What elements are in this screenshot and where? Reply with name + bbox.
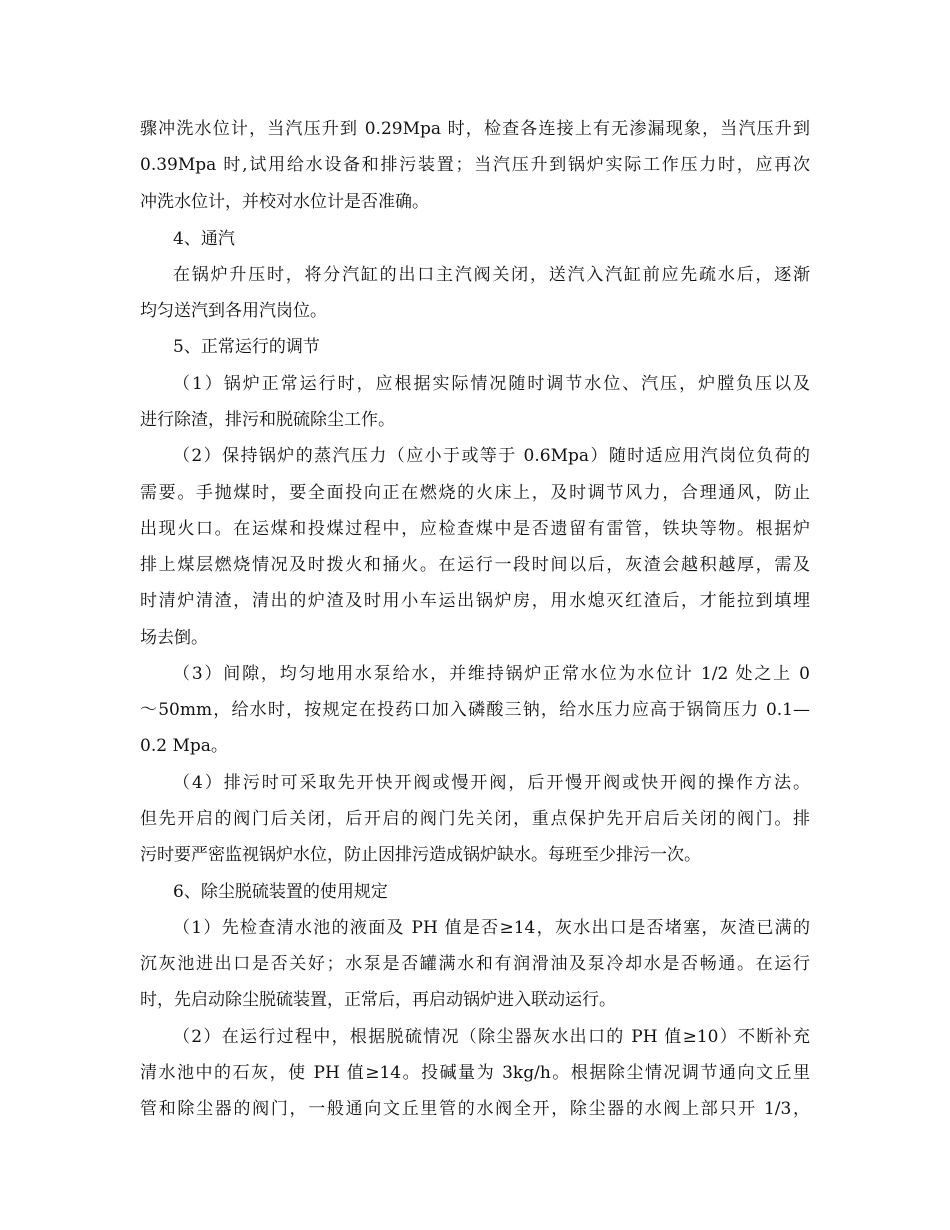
text-line-23: （1）先检查清水池的液面及 PH 值是否≥14，灰水出口是否堵塞，灰渣已满的 — [173, 918, 810, 938]
text-line-27: 清水池中的石灰，使 PH 值≥14。投碱量为 3kg/h。根据除尘情况调节通向文丘里 — [140, 1063, 810, 1083]
text-line-18: 0.2 Mpa。 — [140, 736, 228, 756]
text-line-26: （2）在运行过程中，根据脱硫情况（除尘器灰水出口的 PH 值≥10）不断补充 — [173, 1027, 810, 1047]
text-line-8: （1）锅炉正常运行时，应根据实际情况随时调节水位、汽压，炉膛负压以及 — [173, 374, 810, 394]
section-heading-6: 6、除尘脱硫装置的使用规定 — [173, 882, 388, 902]
text-line-25: 时，先启动除尘脱硫装置，正常后，再启动锅炉进入联动运行。 — [140, 990, 616, 1010]
text-line-19: （4）排污时可采取先开快开阀或慢开阀，后开慢开阀或快开阀的操作方法。 — [173, 773, 810, 793]
text-line-14: 时清炉清渣，清出的炉渣及时用小车运出锅炉房，用水熄灭红渣后，才能拉到填埋 — [140, 591, 810, 611]
text-line-1: 骤冲洗水位计，当汽压升到 0.29Mpa 时，检查各连接上有无渗漏现象，当汽压升到 — [140, 119, 810, 139]
section-heading-4: 4、通汽 — [173, 229, 235, 249]
text-line-10: （2）保持锅炉的蒸汽压力（应小于或等于 0.6Mpa）随时适应用汽岗位负荷的 — [173, 446, 810, 466]
text-line-11: 需要。手抛煤时，要全面投向正在燃烧的火床上，及时调节风力，合理通风，防止 — [140, 483, 810, 503]
text-line-20: 但先开启的阀门后关闭，后开启的阀门先关闭，重点保护先开启后关闭的阀门。排 — [140, 809, 810, 829]
text-line-2: 0.39Mpa 时,试用给水设备和排污装置；当汽压升到锅炉实际工作压力时，应再次 — [140, 155, 810, 175]
text-line-17: ～50mm，给水时，按规定在投药口加入磷酸三钠，给水压力应高于锅筒压力 0.1— — [140, 700, 810, 720]
section-heading-5: 5、正常运行的调节 — [173, 337, 320, 357]
text-line-28: 管和除尘器的阀门，一般通向文丘里管的水阀全开，除尘器的水阀上部只开 1/3， — [140, 1099, 810, 1119]
text-line-12: 出现火口。在运煤和投煤过程中，应检查煤中是否遗留有雷管，铁块等物。根据炉 — [140, 519, 810, 539]
text-line-5: 在锅炉升压时，将分汽缸的出口主汽阀关闭，送汽入汽缸前应先疏水后，逐渐 — [173, 265, 810, 285]
text-line-15: 场去倒。 — [140, 628, 208, 648]
text-line-13: 排上煤层燃烧情况及时拨火和捅火。在运行一段时间以后，灰渣会越积越厚，需及 — [140, 555, 810, 575]
text-line-9: 进行除渣，排污和脱硫除尘工作。 — [140, 410, 395, 430]
text-line-3: 冲洗水位计，并校对水位计是否准确。 — [140, 192, 429, 212]
text-line-21: 污时要严密监视锅炉水位，防止因排污造成锅炉缺水。每班至少排污一次。 — [140, 845, 701, 865]
text-line-16: （3）间隙，均匀地用水泵给水，并维持锅炉正常水位为水位计 1/2 处之上 0 — [173, 664, 810, 684]
text-line-6: 均匀送汽到各用汽岗位。 — [140, 301, 327, 321]
text-line-24: 沉灰池进出口是否关好；水泵是否罐满水和有润滑油及泵冷却水是否畅通。在运行 — [140, 954, 810, 974]
